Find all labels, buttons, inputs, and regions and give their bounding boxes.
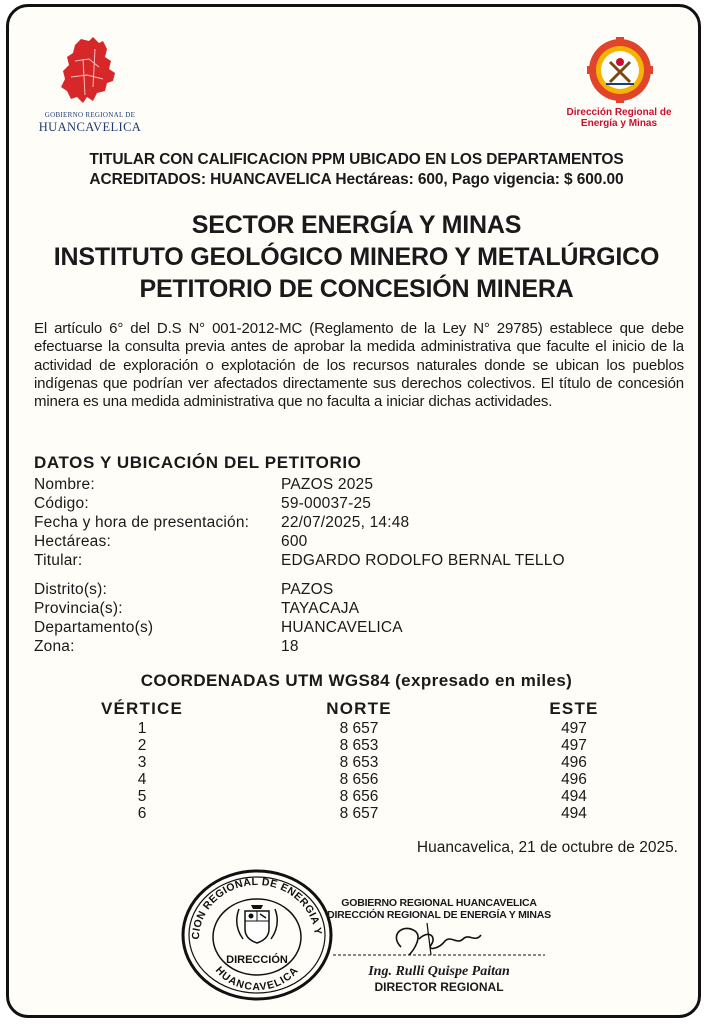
logo-right-text: [549, 107, 689, 129]
seal-center-label: DIRECCIÓN: [226, 954, 288, 966]
row-value: PAZOS 2025: [281, 476, 374, 493]
datos-row: [9, 513, 701, 532]
vertice-cell: 6: [137, 805, 147, 822]
vertice-cell: 4: [137, 771, 147, 788]
row-label: Hectáreas:: [34, 533, 111, 550]
row-value: HUANCAVELICA: [281, 619, 403, 636]
norte-cell: 8 657: [339, 720, 379, 737]
este-cell: 494: [561, 805, 587, 822]
logo-right-line2: Energía y Minas: [580, 118, 658, 129]
title-line2: INSTITUTO GEOLÓGICO MINERO Y METALÚRGICO: [53, 243, 660, 271]
datos-row: [9, 475, 701, 494]
row-value: EDGARDO RODOLFO BERNAL TELLO: [281, 552, 565, 569]
notice-line2: ACREDITADOS: HUANCAVELICA Hectáreas: 600, Pago vigencia: $ 600.00: [89, 171, 624, 188]
table-row: [9, 771, 701, 788]
norte-cell: 8 653: [339, 754, 379, 771]
row-label: Zona:: [34, 638, 75, 655]
seal-stamp-icon: [177, 867, 337, 1002]
svg-text:HUANCAVELICA: [213, 964, 301, 993]
signature-org-line1: GOBIERNO REGIONAL HUANCAVELICA: [341, 897, 537, 909]
row-label: Fecha y hora de presentación:: [34, 514, 250, 531]
place-date: Huancavelica, 21 de octubre de 2025.: [416, 839, 678, 856]
logo-right-line1: Dirección Regional de: [566, 107, 672, 118]
signatory-role: DIRECTOR REGIONAL: [374, 980, 504, 994]
column-header-este: ESTE: [549, 699, 599, 718]
gobierno-regional-logo: [31, 37, 149, 147]
logo-left-line2: HUANCAVELICA: [38, 120, 142, 134]
drem-logo: [549, 37, 689, 137]
legal-paragraph: El artículo 6° del D.S N° 001-2012-MC (Reglamento de la Ley N° 29785) establece que debe efectuarse la consulta previa antes de aprobar la medida administrativa que faculte el inicio de la actividad de exploración o explotación de los recursos naturales donde se ubican los pueblos indígenas que podrían ver afectados directamente sus derechos colectivos. El título de concesión minera es una medida administrativa que no faculta a iniciar dichas actividades.: [34, 320, 684, 411]
coat-of-arms-icon: [237, 905, 278, 943]
column-header-vertice: VÉRTICE: [100, 699, 184, 718]
signature-org-line2: DIRECCIÓN REGIONAL DE ENERGÍA Y MINAS: [327, 909, 551, 921]
row-label: Departamento(s): [34, 619, 154, 636]
row-value: 22/07/2025, 14:48: [281, 514, 410, 531]
datos-row: [9, 551, 701, 570]
row-label: Nombre:: [34, 476, 95, 493]
table-row: [9, 737, 701, 754]
datos-row: [9, 494, 701, 513]
row-label: Código:: [34, 495, 89, 512]
signatory-name: Ing. Rulli Quispe Paitan: [368, 964, 510, 979]
este-cell: 496: [561, 754, 587, 771]
vertice-cell: 3: [137, 754, 147, 771]
norte-cell: 8 653: [339, 737, 379, 754]
main-title: [19, 209, 694, 305]
norte-cell: 8 656: [339, 771, 379, 788]
este-cell: 496: [561, 771, 587, 788]
title-line1: SECTOR ENERGÍA Y MINAS: [191, 211, 522, 239]
notice-header: [29, 150, 684, 190]
este-cell: 497: [561, 720, 587, 737]
table-row: [9, 720, 701, 737]
huancavelica-map-icon: [59, 37, 121, 109]
row-value: 59-00037-25: [281, 495, 372, 512]
row-value: 600: [281, 533, 308, 550]
este-cell: 494: [561, 788, 587, 805]
signature-block: [319, 897, 559, 994]
coordinates-heading: COORDENADAS UTM WGS84 (expresado en miles): [140, 671, 573, 690]
location-row: [9, 618, 701, 637]
location-row: [9, 599, 701, 618]
seal-bottom-text: HUANCAVELICA: [212, 964, 302, 994]
gear-emblem-icon: [587, 37, 653, 103]
datos-heading: DATOS Y UBICACIÓN DEL PETITORIO: [34, 453, 362, 472]
title-line3: PETITORIO DE CONCESIÓN MINERA: [139, 275, 574, 303]
official-seal: [177, 867, 337, 1002]
table-row: [9, 788, 701, 805]
table-row: [9, 754, 701, 771]
row-label: Provincia(s):: [34, 600, 123, 617]
table-row: [9, 805, 701, 822]
row-value: 18: [281, 638, 299, 655]
este-cell: 497: [561, 737, 587, 754]
vertice-cell: 5: [137, 788, 147, 805]
row-value: PAZOS: [281, 581, 334, 598]
notice-line1: TITULAR CON CALIFICACION PPM UBICADO EN LOS DEPARTAMENTOS: [89, 151, 624, 168]
seal-outer-text: CION REGIONAL DE ENERGIA Y: [189, 875, 324, 940]
row-label: Distrito(s):: [34, 581, 108, 598]
datos-row: [9, 532, 701, 551]
notice-document: [6, 4, 701, 1018]
norte-cell: 8 657: [339, 805, 379, 822]
vertice-cell: 1: [137, 720, 147, 737]
column-header-norte: NORTE: [326, 699, 392, 718]
norte-cell: 8 656: [339, 788, 379, 805]
row-value: TAYACAJA: [281, 600, 360, 617]
coordinates-table: [9, 720, 701, 822]
handwritten-signature: [319, 921, 559, 959]
row-label: Titular:: [34, 552, 83, 569]
location-row: [9, 637, 701, 656]
logo-left-line1: GOBIERNO REGIONAL DE: [44, 111, 136, 119]
vertice-cell: 2: [137, 737, 147, 754]
location-row: [9, 580, 701, 599]
